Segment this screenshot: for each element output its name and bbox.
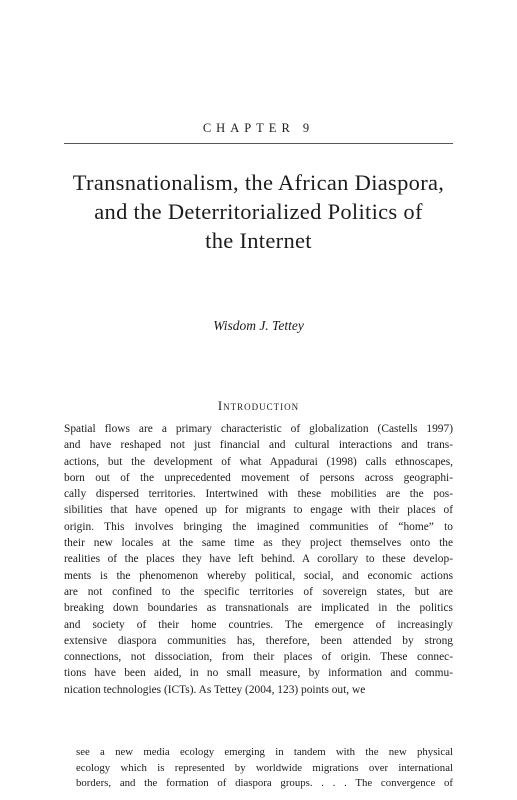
paragraph-line: connections, not dissociation, from their places of origin. These connec-: [64, 651, 453, 664]
chapter-title-line: Transnationalism, the African Diaspora,: [72, 170, 445, 195]
paragraph-line: ments is the phenomenon whereby political, social, and economic actions: [64, 569, 453, 582]
section-heading: Introduction: [217, 398, 300, 413]
paragraph-line: nication technologies (ICTs). As Tettey (2004, 123) points out, we: [64, 683, 366, 696]
chapter-title-line: and the Deterritorialized Politics of: [94, 199, 423, 224]
paragraph-line: origin. This involves bringing the imagined communities of “home” to: [64, 520, 453, 533]
paragraph-line: actions, but the development of what Appadurai (1998) calls ethnoscapes,: [64, 455, 453, 468]
paragraph-line: breaking down boundaries as transnationals are implicated in the politics: [64, 602, 453, 615]
paragraph-line: born out of the unprecedented movement of persons across geographi-: [64, 471, 453, 484]
paragraph-line: realities of the places they have left behind. A corollary to these develop-: [64, 553, 453, 566]
block-quote: [76, 745, 453, 792]
paragraph-line: extensive diaspora communities has, therefore, been attended by strong: [64, 634, 453, 647]
chapter-label: CHAPTER 9: [202, 121, 315, 135]
paragraph-line: sibilities that have opened up for migrants to engage with their places of: [64, 504, 453, 517]
paragraph-line: Spatial flows are a primary characteristic of globalization (Castells 1997): [64, 423, 453, 435]
paragraph-line: tions have been aided, in no small measure, by information and commu-: [64, 667, 453, 680]
chapter-title-line: the Internet: [205, 228, 312, 253]
quote-line: borders, and the formation of diaspora groups. . . . The convergence of: [76, 777, 453, 789]
paragraph-line: and society of their home countries. The emergence of increasingly: [64, 618, 453, 631]
paragraph-line: are not confined to the specific territories of sovereign states, but are: [64, 585, 453, 598]
paragraph-line: cally dispersed territories. Intertwined with these mobilities are the pos-: [64, 488, 453, 501]
quote-line: ecology which is represented by worldwide migrations over international: [76, 761, 453, 774]
chapter-divider: [64, 143, 453, 144]
quote-line: see a new media ecology emerging in tandem with the new physical: [76, 746, 453, 758]
chapter-author: Wisdom J. Tettey: [213, 318, 304, 333]
chapter-title: [50, 168, 467, 255]
paragraph-line: their new locales at the same time as they project themselves onto the: [64, 537, 453, 550]
paragraph-line: and have reshaped not just financial and cultural interactions and trans-: [64, 439, 453, 452]
body-paragraph: [64, 421, 453, 698]
